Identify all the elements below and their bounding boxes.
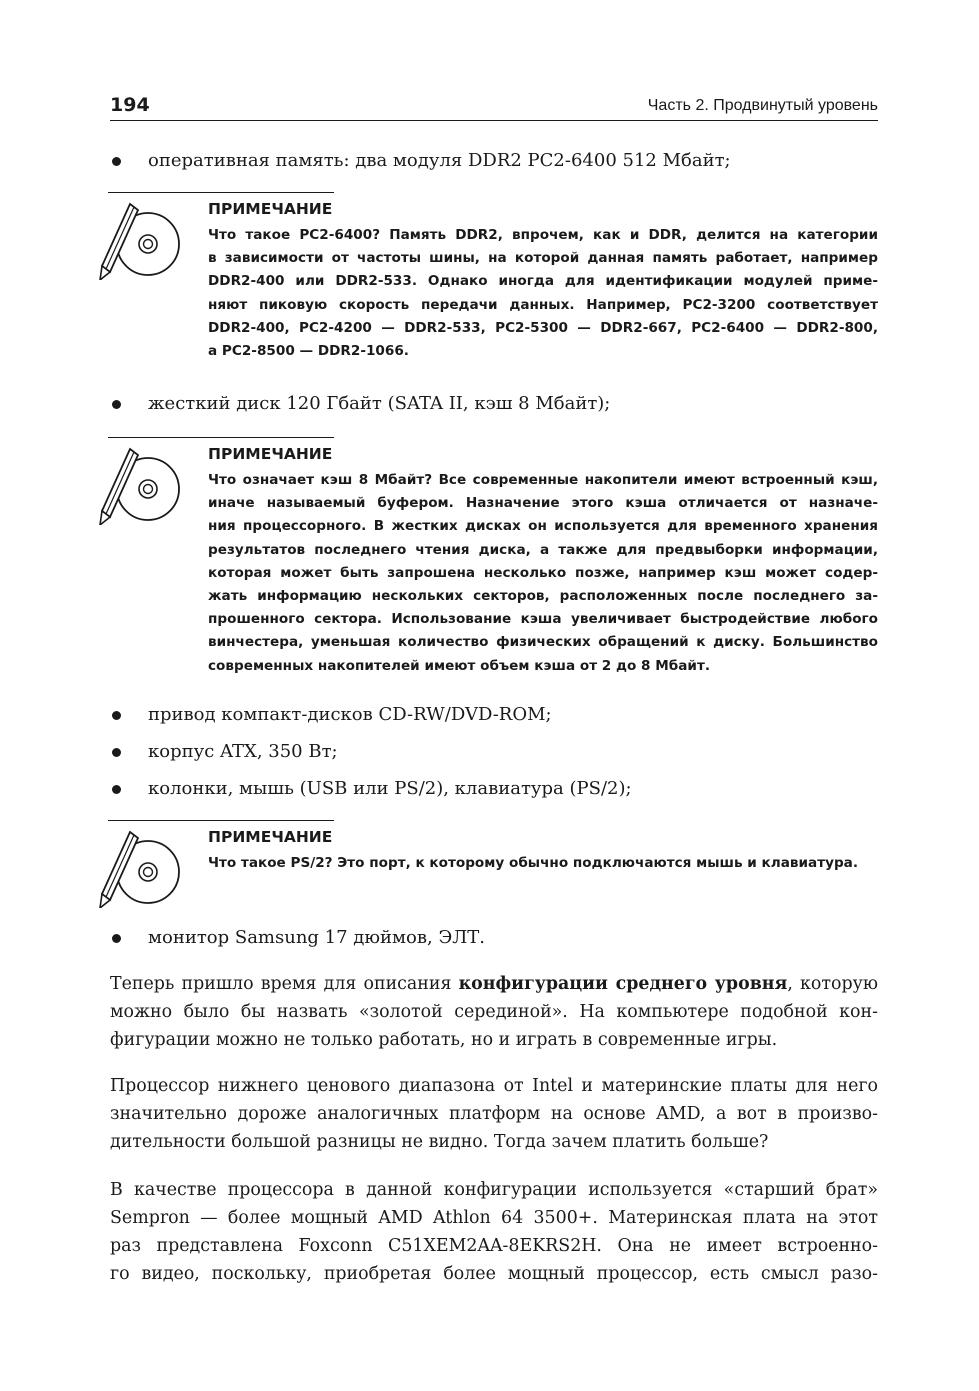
body-paragraph (110, 970, 878, 1054)
note-line: которая может быть запрошена несколько позже, например кэш может содер- (208, 564, 878, 581)
page-number: 194 (110, 94, 150, 116)
note-line: Что такое PS/2? Это порт, к которому обычно подключаются мышь и клавиатура. (208, 855, 859, 871)
paragraph-line: фигурации можно не только работать, но и играть в современные игры. (110, 1030, 778, 1050)
note-line: результатов последнего чтения диска, а также для предвыборки информации, (208, 541, 878, 558)
note-line: в зависимости от частоты шины, на которой данная память работает, например (208, 250, 878, 267)
note-box (108, 192, 880, 372)
body-paragraph (110, 1176, 878, 1288)
note-line: DDR2-400, PC2-4200 — DDR2-533, PC2-5300 — DDR2-667, PC2-6400 — DDR2-800, (208, 319, 878, 336)
list-item-text: привод компакт-дисков CD-RW/DVD-ROM; (148, 704, 552, 725)
note-body (208, 852, 878, 875)
note-line: винчестера, уменьшая количество физических обращений к диску. Большинство (208, 634, 878, 651)
paragraph-line: дительности большой разницы не видно. Тогда зачем платить больше? (110, 1132, 769, 1152)
paragraph-line: раз представлена Foxconn C51XEM2AA-8EKRS2H. Она не имеет встроенно- (110, 1236, 878, 1256)
note-rule (108, 437, 334, 438)
note-line: ния процессорного. В жестких дисках он используется для временного хранения (208, 518, 878, 535)
note-title: ПРИМЕЧАНИЕ (208, 828, 333, 846)
paragraph-text: , которую (787, 974, 878, 994)
list-item-text: корпус ATX, 350 Вт; (148, 741, 338, 762)
note-line: современных накопителей имеют объем кэша от 2 до 8 Мбайт. (208, 657, 710, 674)
note-line: иначе называемый буфером. Назначение этого кэша отличается от назначе- (208, 495, 878, 512)
running-title: Часть 2. Продвинутый уровень (647, 97, 878, 114)
note-line: няют пиковую скорость передачи данных. Например, PC2-3200 соответствует (208, 296, 878, 313)
bold-term: конфигурации среднего уровня (458, 974, 788, 994)
list-item-text: колонки, мышь (USB или PS/2), клавиатура (PS/2); (148, 778, 632, 799)
paragraph-text: Теперь пришло время для описания (110, 974, 459, 994)
note-line: DDR2-400 или DDR2-533. Однако иногда для идентификации модулей приме- (208, 273, 878, 290)
list-item-text: оперативная память: два модуля DDR2 PC2-6400 512 Мбайт; (148, 150, 731, 171)
bullet-icon (112, 785, 121, 794)
note-line: жать информацию нескольких секторов, расположенных после последнего за- (208, 588, 878, 605)
note-line: а PC2-8500 — DDR2-1066. (208, 343, 409, 360)
paragraph-line: Процессор нижнего ценового диапазона от Intel и материнские платы для него (110, 1076, 878, 1096)
list-item-text: жесткий диск 120 Гбайт (SATA II, кэш 8 Мбайт); (148, 393, 611, 414)
note-title: ПРИМЕЧАНИЕ (208, 445, 333, 463)
body-paragraph (110, 1072, 878, 1156)
note-pencil-disc-icon (94, 200, 190, 280)
note-box (108, 820, 880, 910)
bullet-icon (112, 400, 121, 409)
list-item-text: монитор Samsung 17 дюймов, ЭЛТ. (148, 927, 485, 948)
note-line: Что означает кэш 8 Мбайт? Все современные накопители имеют встроенный кэш, (208, 472, 878, 488)
bullet-icon (112, 748, 121, 757)
note-body (208, 469, 878, 678)
note-rule (108, 820, 334, 821)
paragraph-line: го видео, поскольку, приобретая более мощный процессор, есть смысл разо- (110, 1264, 878, 1284)
note-box (108, 437, 880, 687)
note-pencil-disc-icon (94, 445, 190, 525)
note-line: Что такое PC2-6400? Память DDR2, впрочем, как и DDR, делится на категории (208, 227, 878, 243)
note-pencil-disc-icon (94, 828, 190, 908)
paragraph-line: Sempron — более мощный AMD Athlon 64 3500+. Материнская плата на этот (110, 1208, 878, 1228)
note-rule (108, 192, 334, 193)
page-header (110, 94, 878, 121)
paragraph-line: значительно дороже аналогичных платформ на основе AMD, а вот в произво- (110, 1104, 878, 1124)
note-body (208, 224, 878, 363)
note-title: ПРИМЕЧАНИЕ (208, 200, 333, 218)
paragraph-line: можно было бы назвать «золотой серединой». На компьютере подобной кон- (110, 1002, 878, 1022)
bullet-icon (112, 934, 121, 943)
paragraph-line (110, 970, 878, 998)
bullet-icon (112, 711, 121, 720)
bullet-icon (112, 157, 121, 166)
paragraph-line: В качестве процессора в данной конфигурации используется «старший брат» (110, 1180, 878, 1200)
note-line: прошенного сектора. Использование кэша увеличивает быстродействие любого (208, 611, 878, 628)
